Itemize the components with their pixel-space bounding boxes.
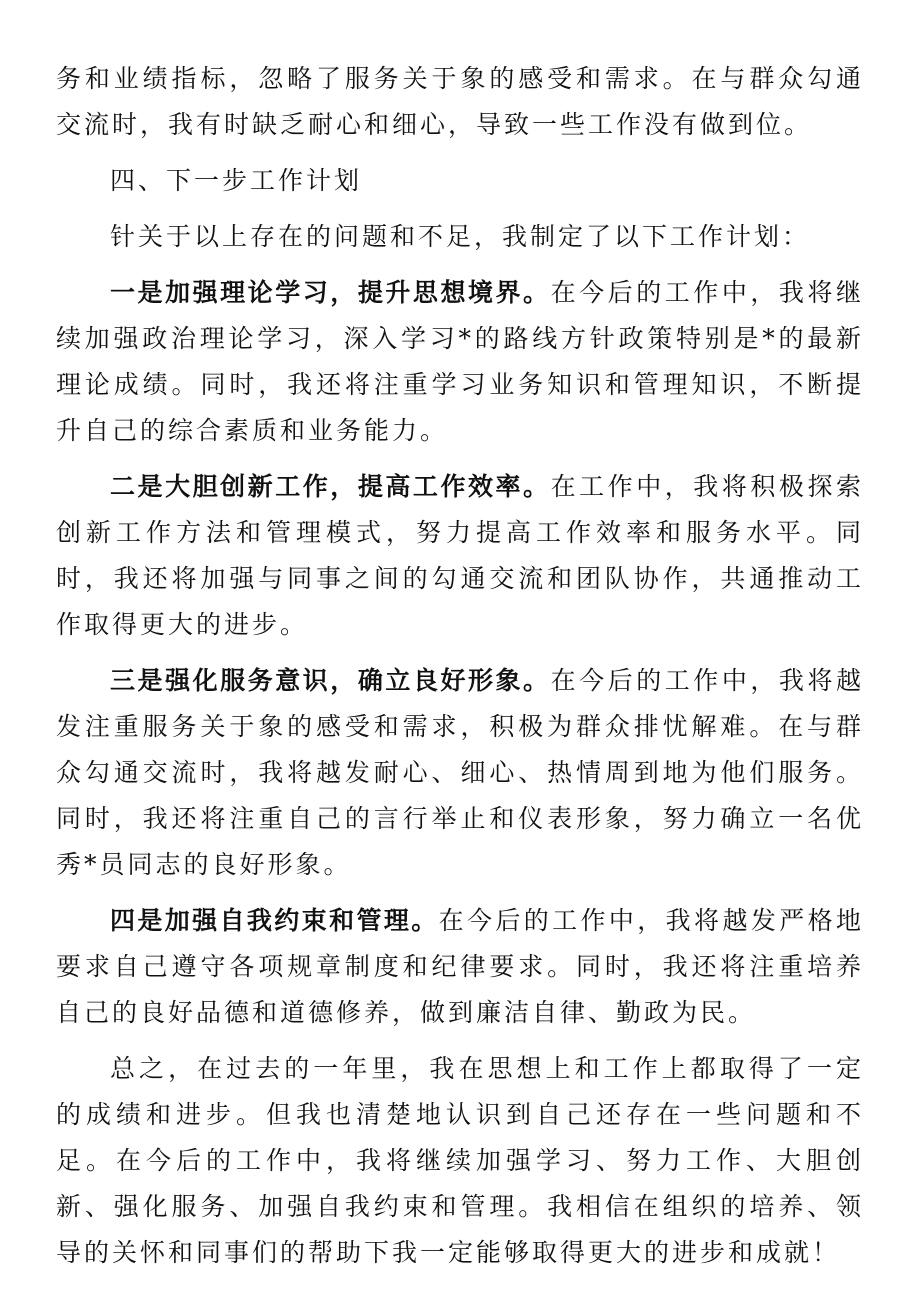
plan-4-body: 在今后的工作中，我将越发严格地要求自己遵守各项规章制度和纪律要求。同时，我还将注重培养自己的良好品德和道德修养，做到廉洁自律、勤政为民。 <box>56 906 864 1027</box>
section-heading: 四、下一步工作计划 <box>110 166 363 195</box>
plan-3-lead: 三是强化服务意识，确立良好形象。 <box>110 666 551 695</box>
paragraph-plan-2 <box>56 464 864 648</box>
plan-4-lead: 四是加强自我约束和管理。 <box>110 906 439 935</box>
plan-2-body: 在工作中，我将积极探索创新工作方法和管理模式，努力提高工作效率和服务水平。同时，我还将加强与同事之间的勾通交流和团队协作，共通推动工作取得更大的进步。 <box>56 472 864 639</box>
paragraph-plan-1 <box>56 270 864 454</box>
document-page <box>56 56 864 1276</box>
plan-3-body: 在今后的工作中，我将越发注重服务关于象的感受和需求，积极为群众排忧解难。在与群众勾通交流时，我将越发耐心、细心、热情周到地为他们服务。同时，我还将注重自己的言行举止和仪表形象，努力确立一名优秀*员同志的良好形象。 <box>56 666 864 879</box>
paragraph-plan-4 <box>56 898 864 1036</box>
paragraph-continuation: 务和业绩指标，忽略了服务关于象的感受和需求。在与群众勾通交流时，我有时缺乏耐心和细心，导致一些工作没有做到位。 <box>56 64 864 139</box>
paragraph-intro: 针关于以上存在的问题和不足，我制定了以下工作计划： <box>110 222 811 251</box>
paragraph-plan-3 <box>56 658 864 888</box>
plan-1-body: 在今后的工作中，我将继续加强政治理论学习，深入学习*的路线方针政策特别是*的最新理论成绩。同时，我还将注重学习业务知识和管理知识，不断提升自己的综合素质和业务能力。 <box>56 278 864 445</box>
paragraph-conclusion: 总之，在过去的一年里，我在思想上和工作上都取得了一定的成绩和进步。但我也清楚地认识到自己还存在一些问题和不足。在今后的工作中，我将继续加强学习、努力工作、大胆创新、强化服务、加强自我约束和管理。我相信在组织的培养、领导的关怀和同事们的帮助下我一定能够取得更大的进步和成就！ <box>56 1054 864 1267</box>
plan-2-lead: 二是大胆创新工作，提高工作效率。 <box>110 472 551 501</box>
plan-1-lead: 一是加强理论学习，提升思想境界。 <box>110 278 551 307</box>
